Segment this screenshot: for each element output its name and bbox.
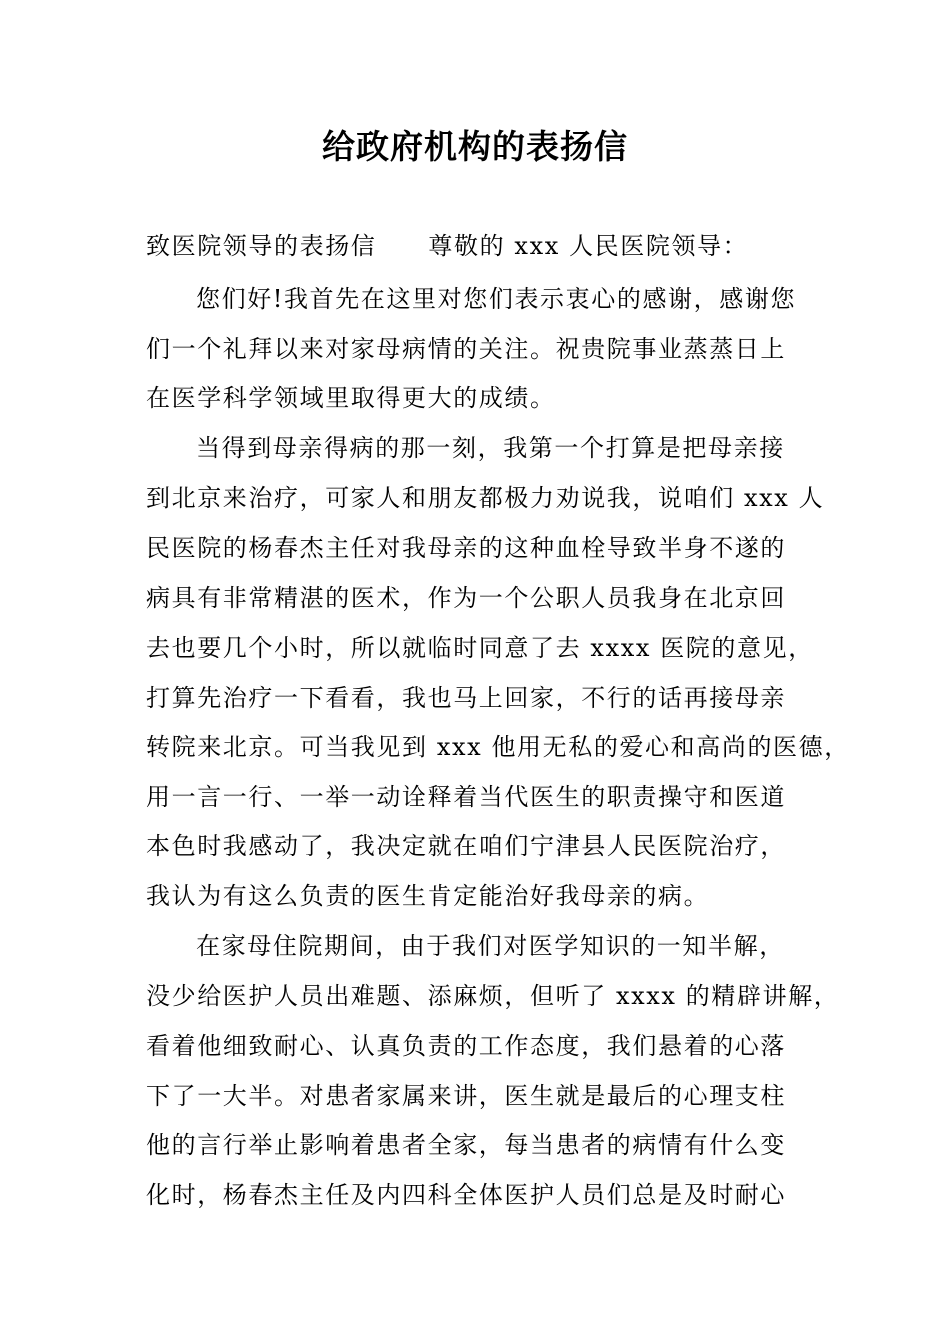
body-line: 您们好!我首先在这里对您们表示衷心的感谢，感谢您 — [196, 285, 797, 313]
body-line: 在医学科学领域里取得更大的成绩。 — [146, 384, 556, 412]
body-line: 民医院的杨春杰主任对我母亲的这种血栓导致半身不遂的 — [146, 534, 786, 562]
body-line: 没少给医护人员出难题、添麻烦，但听了 xxxx 的精辟讲解， — [146, 982, 840, 1010]
document-title: 给政府机构的表扬信 — [322, 127, 628, 166]
body-line: 病具有非常精湛的医术，作为一个公职人员我身在北京回 — [146, 584, 786, 612]
body-line: 我认为有这么负责的医生肯定能治好我母亲的病。 — [146, 882, 710, 910]
body-line: 在家母住院期间，由于我们对医学知识的一知半解， — [196, 932, 785, 960]
body-line: 转院来北京。可当我见到 xxx 他用无私的爱心和高尚的医德， — [146, 733, 850, 761]
body-line: 化时，杨春杰主任及内四科全体医护人员们总是及时耐心 — [146, 1181, 786, 1209]
body-line: 们一个礼拜以来对家母病情的关注。祝贵院事业蒸蒸日上 — [146, 335, 786, 363]
body-line: 打算先治疗一下看看，我也马上回家，不行的话再接母亲 — [146, 684, 786, 712]
body-line: 当得到母亲得病的那一刻，我第一个打算是把母亲接 — [196, 434, 785, 462]
body-line: 用一言一行、一举一动诠释着当代医生的职责操守和医道 — [146, 783, 786, 811]
body-line: 他的言行举止影响着患者全家，每当患者的病情有什么变 — [146, 1131, 786, 1159]
body-line: 去也要几个小时，所以就临时同意了去 xxxx 医院的意见， — [146, 634, 814, 662]
body-line: 下了一大半。对患者家属来讲，医生就是最后的心理支柱 — [146, 1082, 786, 1110]
body-line: 到北京来治疗，可家人和朋友都极力劝说我，说咱们 xxx 人 — [146, 484, 825, 512]
letter-salutation: 尊敬的 xxx 人民医院领导： — [428, 232, 749, 260]
body-line: 看着他细致耐心、认真负责的工作态度，我们悬着的心落 — [146, 1032, 786, 1060]
salutation-line — [146, 230, 846, 262]
body-line: 本色时我感动了，我决定就在咱们宁津县人民医院治疗， — [146, 832, 786, 860]
letter-subject: 致医院领导的表扬信 — [146, 232, 377, 260]
